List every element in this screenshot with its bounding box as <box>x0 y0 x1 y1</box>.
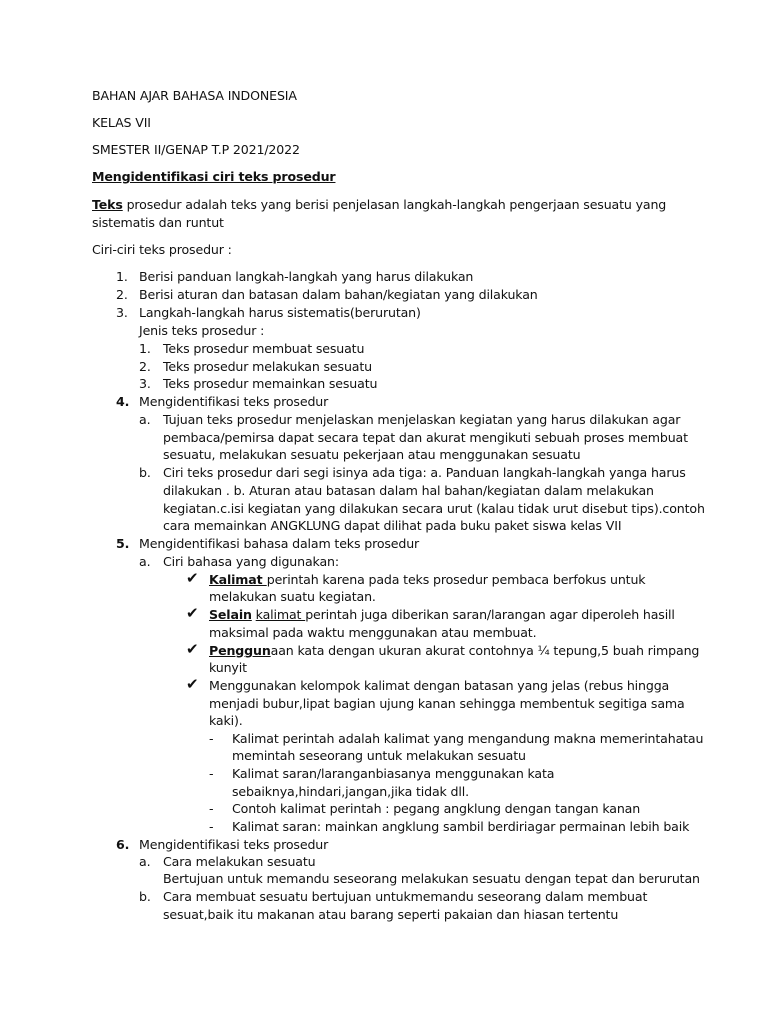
check-item-line: kunyit <box>209 660 247 675</box>
section-number: 4. <box>116 394 130 409</box>
paragraph-line: Cara melakukan sesuatu <box>163 854 316 869</box>
page-title: Mengidentifikasi ciri teks prosedur <box>92 169 336 184</box>
list-number: 3. <box>116 305 128 320</box>
paragraph-line: Ciri teks prosedur dari segi isinya ada tiga: a. Panduan langkah-langkah yanga harus <box>163 465 686 480</box>
paragraph-line: cara memainkan ANGKLUNG dapat dilihat pada buku paket siswa kelas VII <box>163 518 622 533</box>
check-item-line: melakukan suatu kegiatan. <box>209 589 376 604</box>
check-icon: ✔ <box>186 569 199 587</box>
definition-term: Teks <box>92 197 123 212</box>
check-item-text: perintah juga diberikan saran/larangan agar diperoleh hasill <box>305 607 675 622</box>
header-subject: BAHAN AJAR BAHASA INDONESIA <box>92 88 297 103</box>
list-number: 2. <box>116 287 128 302</box>
paragraph-line: Ciri bahasa yang digunakan: <box>163 554 339 569</box>
definition-text: prosedur adalah teks yang berisi penjelasan langkah-langkah pengerjaan sesuatu yang <box>122 197 667 212</box>
section-number: 6. <box>116 837 130 852</box>
list-number: 3. <box>139 376 151 391</box>
dash-item-line: Contoh kalimat perintah : pegang angklung dengan tangan kanan <box>232 801 641 816</box>
check-item-line <box>209 606 675 624</box>
list-item: Berisi aturan dan batasan dalam bahan/kegiatan yang dilakukan <box>139 287 538 302</box>
underlined-term: Kalimat <box>209 572 267 587</box>
dash-bullet: - <box>209 766 214 781</box>
header-class: KELAS VII <box>92 115 151 130</box>
dash-item-line: Kalimat perintah adalah kalimat yang mengandung makna memerintahatau <box>232 731 704 746</box>
paragraph-line: pembaca/pemirsa dapat secara tepat dan akurat mengikuti sebuah proses membuat <box>163 430 688 445</box>
sub-letter: b. <box>139 465 151 480</box>
paragraph-line: dilakukan . b. Aturan atau batasan dalam hal bahan/kegiatan dalam melakukan <box>163 483 654 498</box>
dash-item-line: Kalimat saran: mainkan angklung sambil berdiriagar permainan lebih baik <box>232 819 690 834</box>
check-icon: ✔ <box>186 675 199 693</box>
dash-bullet: - <box>209 819 214 834</box>
dash-item-line: sebaiknya,hindari,jangan,jika tidak dll. <box>232 784 469 799</box>
list-item: Teks prosedur melakukan sesuatu <box>163 359 372 374</box>
list-item: Langkah-langkah harus sistematis(berurutan) <box>139 305 421 320</box>
check-icon: ✔ <box>186 604 199 622</box>
section-title: Mengidentifikasi bahasa dalam teks prosedur <box>139 536 420 551</box>
paragraph-line: kegiatan.c.isi kegiatan yang dilakukan secara urut (kalau tidak urut disebut tips).contoh <box>163 501 705 516</box>
paragraph-line: Bertujuan untuk memandu seseorang melakukan sesuatu dengan tepat dan berurutan <box>163 871 700 886</box>
check-item-text: perintah karena pada teks prosedur pembaca berfokus untuk <box>266 572 646 587</box>
sub-letter: a. <box>139 854 151 869</box>
check-item-line: Menggunakan kelompok kalimat dengan batasan yang jelas (rebus hingga <box>209 678 670 693</box>
dash-item-line: Kalimat saran/laranganbiasanya menggunakan kata <box>232 766 555 781</box>
check-item-text: aan kata dengan ukuran akurat contohnya ¼ tepung,5 buah rimpang <box>270 643 700 658</box>
paragraph-line: Cara membuat sesuatu bertujuan untukmemandu seseorang dalam membuat <box>163 889 648 904</box>
underlined-term: Selain <box>209 607 252 622</box>
section-title: Mengidentifikasi teks prosedur <box>139 837 329 852</box>
section-title: Mengidentifikasi teks prosedur <box>139 394 329 409</box>
paragraph-line: sesuatu, melakukan sesuatu pekerjaan atau menggunakan sesuatu <box>163 447 581 462</box>
ciri-heading: Ciri-ciri teks prosedur : <box>92 242 232 257</box>
list-item: Teks prosedur membuat sesuatu <box>163 341 365 356</box>
check-icon: ✔ <box>186 640 199 658</box>
list-number: 1. <box>116 269 128 284</box>
sub-letter: a. <box>139 554 151 569</box>
check-item-line <box>209 571 645 589</box>
list-number: 1. <box>139 341 151 356</box>
dash-item-line: memintah seseorang untuk melakukan sesuatu <box>232 748 526 763</box>
definition-line-2: sistematis dan runtut <box>92 215 224 230</box>
underlined-term: Penggun <box>209 643 271 658</box>
sub-letter: a. <box>139 412 151 427</box>
list-item: Berisi panduan langkah-langkah yang harus dilakukan <box>139 269 474 284</box>
paragraph-line: sesuat,baik itu makanan atau barang seperti pakaian dan hiasan tertentu <box>163 907 619 922</box>
sub-letter: b. <box>139 889 151 904</box>
list-number: 2. <box>139 359 151 374</box>
definition-line-1 <box>92 196 666 214</box>
check-item-line: kaki). <box>209 713 243 728</box>
section-number: 5. <box>116 536 130 551</box>
check-item-line: maksimal pada waktu menggunakan atau membuat. <box>209 625 537 640</box>
dash-bullet: - <box>209 801 214 816</box>
underlined-term: kalimat <box>255 607 306 622</box>
paragraph-line: Tujuan teks prosedur menjelaskan menjelaskan kegiatan yang harus dilakukan agar <box>163 412 681 427</box>
check-item-line <box>209 642 699 660</box>
jenis-heading: Jenis teks prosedur : <box>139 323 265 338</box>
list-item: Teks prosedur memainkan sesuatu <box>163 376 378 391</box>
dash-bullet: - <box>209 731 214 746</box>
header-semester: SMESTER II/GENAP T.P 2021/2022 <box>92 142 300 157</box>
check-item-line: menjadi bubur,lipat bagian ujung kanan sehingga membentuk segitiga sama <box>209 696 685 711</box>
